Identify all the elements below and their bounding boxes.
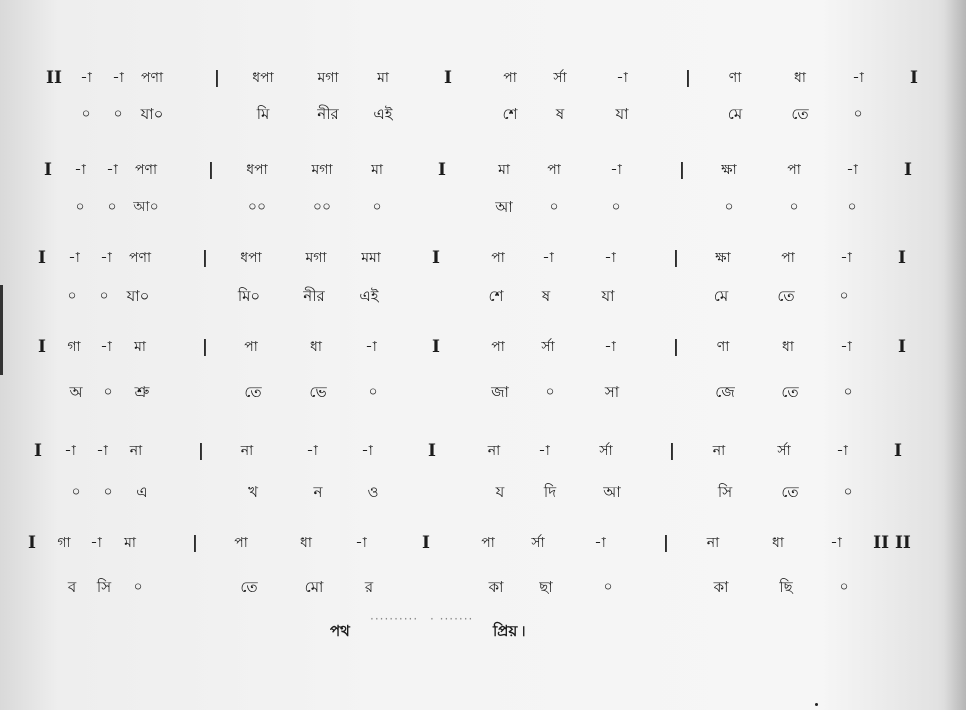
barline: | [684,68,692,88]
lyric-syllable: যা [601,287,615,305]
lyric-syllable: সি [717,483,733,501]
barline: I [34,441,42,461]
lyric-syllable: আ [495,198,513,216]
lyric-syllable: ০ [71,484,81,500]
lyric-syllable: যা [615,105,629,123]
lyric-syllable: কা [488,578,504,596]
note: মমা [361,250,381,266]
barline: | [207,160,215,180]
lyric-syllable: শ্রু [134,383,150,401]
lyric-syllable: ০ [603,579,613,595]
barline: | [201,248,209,268]
barline: I [432,248,440,268]
lyric-syllable: অ [69,383,83,401]
lyric-syllable: এই [373,105,393,123]
lyric-syllable: জে [715,383,735,401]
lyric-syllable: ০০ [247,199,267,215]
note: -া [542,250,554,266]
lyric-syllable: র [364,578,374,596]
note: -া [74,162,86,178]
lyric-line-2 [0,192,966,222]
lyric-syllable: ০ [839,579,849,595]
note: -া [306,443,318,459]
lyric-syllable: ০ [103,484,113,500]
lyric-line-5 [0,477,966,507]
barline: II [46,68,62,88]
lyric-syllable: সি [96,578,112,596]
barline: I [904,160,912,180]
lyric-syllable: তে [244,383,262,401]
lyric-syllable: জা [491,383,509,401]
ink-speck [815,703,818,706]
note: -া [64,443,76,459]
note: ধা [300,535,312,551]
lyric-syllable: তে [777,287,795,305]
lyric-syllable: ০ [789,199,799,215]
lyric-line-3 [0,281,966,311]
note: র্সা [541,339,555,355]
note: র্সা [553,70,567,86]
note: ক্ষা [715,250,731,266]
note: মা [124,535,136,551]
note: পা [787,162,801,178]
barline: I [38,337,46,357]
note: না [240,443,254,459]
lyric-syllable: কা [713,578,729,596]
barline: I [432,337,440,357]
notation-line-3 [0,243,966,273]
lyric-syllable: ০ [81,106,91,122]
barline: | [191,533,199,553]
lyric-syllable: ০০ [312,199,332,215]
note: -া [594,535,606,551]
note: ধপা [246,162,268,178]
note: মগা [317,70,339,86]
note: মা [134,339,146,355]
lyric-syllable: ০ [724,199,734,215]
note: গা [67,339,81,355]
lyric-syllable: ০ [372,199,382,215]
lyric-syllable: মো [304,578,324,596]
note: ধা [310,339,322,355]
note: ধপা [252,70,274,86]
lyric-syllable: নীর [303,287,325,305]
barline: II II [873,533,911,553]
lyric-syllable: আ০ [133,199,159,215]
note: -া [852,70,864,86]
note: পা [244,339,258,355]
lyric-syllable: ০ [847,199,857,215]
barline: I [910,68,918,88]
barline: I [428,441,436,461]
lyric-syllable: ০ [103,384,113,400]
note: পণা [128,250,152,266]
note: -া [100,339,112,355]
note: মগা [311,162,333,178]
lyric-syllable: দি [543,483,557,501]
notation-line-4 [0,332,966,362]
barline: I [438,160,446,180]
lyric-syllable: ০ [75,199,85,215]
lyric-line-1 [0,99,966,129]
note: না [712,443,726,459]
note: -া [836,443,848,459]
note: -া [616,70,628,86]
note: মা [377,70,389,86]
note: পা [481,535,495,551]
note: পা [503,70,517,86]
barline: I [444,68,452,88]
note: -া [90,535,102,551]
note: পা [491,339,505,355]
lyric-syllable: আ [603,483,621,501]
note: ধপা [240,250,262,266]
note: মা [371,162,383,178]
lyric-syllable: ০ [107,199,117,215]
barline: I [38,248,46,268]
barline: | [672,248,680,268]
note: ক্ষা [721,162,737,178]
lyric-syllable: নীর [317,105,339,123]
lyric-syllable: খ [248,483,258,501]
note: না [487,443,501,459]
lyric-syllable: যা০ [140,105,164,123]
note: -া [100,250,112,266]
barline: I [28,533,36,553]
note: ধা [772,535,784,551]
lyric-syllable: ষ [541,287,551,305]
note: ধা [782,339,794,355]
lyric-syllable: ব [67,578,77,596]
footer-end-word: প্রিয় ৷ [493,622,526,640]
barline: I [898,337,906,357]
lyric-syllable: তে [791,105,809,123]
note: ধা [794,70,806,86]
note: -া [365,339,377,355]
notation-line-6 [0,528,966,558]
note: -া [112,70,124,86]
lyric-syllable: যা০ [126,287,150,305]
lyric-syllable: মি [256,105,270,123]
note: পা [234,535,248,551]
note: গা [57,535,71,551]
note: পণা [140,70,164,86]
note: র্সা [531,535,545,551]
note: -া [106,162,118,178]
lyric-syllable: ০ [611,199,621,215]
note: পা [781,250,795,266]
lyric-syllable: তে [240,578,258,596]
note: পণা [134,162,158,178]
lyric-syllable: তে [781,483,799,501]
barline: | [678,160,686,180]
lyric-syllable: ষ [555,105,565,123]
lyric-syllable: ০ [839,288,849,304]
lyric-syllable: ০ [113,106,123,122]
lyric-syllable: ও [367,483,379,501]
barline: I [898,248,906,268]
note: -া [604,339,616,355]
lyric-syllable: মে [727,105,743,123]
note: -া [840,250,852,266]
note: -া [355,535,367,551]
lyric-syllable: মি০ [237,287,261,305]
note: র্সা [777,443,791,459]
lyric-syllable: ০ [99,288,109,304]
barline: I [894,441,902,461]
barline: I [44,160,52,180]
lyric-syllable: ০ [67,288,77,304]
note: -া [538,443,550,459]
note: র্সা [599,443,613,459]
barline: | [201,337,209,357]
footer-start-word: পথ [330,622,350,640]
lyric-syllable: ০ [549,199,559,215]
lyric-syllable: ০ [843,384,853,400]
footer-ellipsis-2: · ······· [430,612,474,626]
note: মগা [305,250,327,266]
notation-line-1 [0,63,966,93]
note: -া [96,443,108,459]
footer-ellipsis-1: ·········· [370,612,419,626]
lyric-syllable: তে [781,383,799,401]
lyric-syllable: শে [488,287,504,305]
lyric-syllable: ০ [843,484,853,500]
lyric-line-6 [0,572,966,602]
lyric-syllable: ভে [309,383,327,401]
note: -া [610,162,622,178]
lyric-syllable: ছা [539,578,553,596]
barline: | [668,441,676,461]
note: -া [840,339,852,355]
note: ণা [728,70,742,86]
note: পা [491,250,505,266]
lyric-line-4 [0,377,966,407]
note: -া [80,70,92,86]
lyric-syllable: ০ [133,579,143,595]
note: না [706,535,720,551]
note: মা [498,162,510,178]
lyric-syllable: সা [604,383,620,401]
lyric-syllable: ছি [779,578,793,596]
note: -া [361,443,373,459]
note: -া [604,250,616,266]
note: -া [846,162,858,178]
barline: I [422,533,430,553]
lyric-syllable: ০ [545,384,555,400]
lyric-syllable: মে [713,287,729,305]
lyric-syllable: এই [359,287,379,305]
lyric-syllable: শে [502,105,518,123]
barline: | [213,68,221,88]
lyric-syllable: ০ [368,384,378,400]
lyric-syllable: য [495,483,505,501]
note: ণা [716,339,730,355]
notation-line-2 [0,155,966,185]
notation-line-5 [0,436,966,466]
lyric-syllable: এ [136,483,148,501]
lyric-syllable: ন [313,483,323,501]
barline: | [662,533,670,553]
barline: | [672,337,680,357]
note: -া [68,250,80,266]
barline: | [197,441,205,461]
note: -া [830,535,842,551]
note: পা [547,162,561,178]
note: না [129,443,143,459]
lyric-syllable: ০ [853,106,863,122]
